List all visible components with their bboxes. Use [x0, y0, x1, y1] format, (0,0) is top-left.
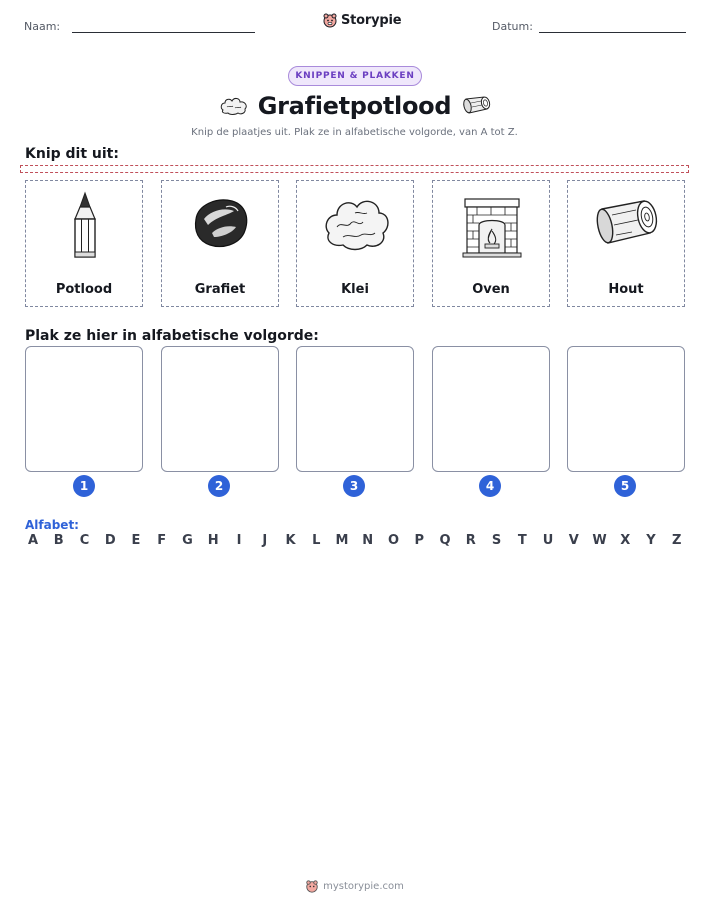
footer — [0, 879, 709, 893]
alphabet-letter: V — [568, 533, 579, 548]
cut-card-hout[interactable] — [567, 180, 685, 307]
alphabet-letter: A — [27, 533, 39, 548]
cut-card-grafiet[interactable] — [161, 180, 279, 307]
footer-url[interactable]: mystorypie.com — [323, 880, 404, 892]
alphabet-letter: L — [312, 533, 321, 548]
date-label: Datum: — [492, 20, 533, 33]
log-icon — [460, 95, 492, 117]
alphabet-letter: C — [79, 533, 90, 548]
alphabet-letter: K — [285, 533, 296, 548]
paste-slot-3[interactable] — [296, 346, 414, 472]
cut-section-title: Knip dit uit: — [25, 146, 119, 162]
alphabet-letter: T — [517, 533, 527, 548]
brand-logo — [322, 12, 401, 28]
alphabet-letter: M — [335, 533, 349, 548]
paste-slot-5[interactable] — [567, 346, 685, 472]
alphabet-letter: J — [262, 533, 268, 548]
alphabet-letter: U — [542, 533, 554, 548]
alphabet-letter: F — [157, 533, 167, 548]
alphabet-letter: B — [53, 533, 64, 548]
alphabet-letter: N — [362, 533, 374, 548]
page-title: Grafietpotlood — [257, 92, 452, 120]
alphabet-title: Alfabet: — [25, 518, 79, 532]
alphabet-letter: Y — [646, 533, 656, 548]
oven-icon — [457, 189, 527, 265]
storypie-mascot-icon — [322, 12, 338, 28]
name-label: Naam: — [24, 20, 61, 33]
alphabet-letter: R — [465, 533, 476, 548]
card-label: Hout — [608, 282, 644, 297]
cut-card-potlood[interactable] — [25, 180, 143, 307]
paste-slot-1[interactable] — [25, 346, 143, 472]
alphabet-letter: P — [414, 533, 425, 548]
alphabet-letter: Q — [439, 533, 451, 548]
card-label: Oven — [472, 282, 510, 297]
instructions: Knip de plaatjes uit. Plak ze in alfabetische volgorde, van A tot Z. — [191, 127, 518, 138]
alphabet-letter: I — [236, 533, 242, 548]
alphabet-letter: W — [592, 533, 607, 548]
slot-number-2: 2 — [208, 475, 230, 497]
card-label: Potlood — [55, 282, 113, 297]
clay-icon — [321, 189, 391, 265]
alphabet-letter: E — [131, 533, 141, 548]
alphabet-letter: O — [387, 533, 400, 548]
slot-number-1: 1 — [73, 475, 95, 497]
slot-number-5: 5 — [614, 475, 636, 497]
paste-slot-2[interactable] — [161, 346, 279, 472]
storypie-mascot-icon — [305, 879, 319, 893]
activity-badge: KNIPPEN & PLAKKEN — [288, 66, 422, 86]
alphabet-row — [25, 533, 685, 548]
card-label: Klei — [341, 282, 369, 297]
pencil-icon — [50, 189, 120, 265]
cut-card-klei[interactable] — [296, 180, 414, 307]
name-line[interactable] — [72, 32, 255, 33]
alphabet-letter: Z — [672, 533, 682, 548]
slot-number-3: 3 — [343, 475, 365, 497]
alphabet-letter: D — [104, 533, 116, 548]
alphabet-letter: G — [182, 533, 193, 548]
log-icon — [592, 189, 662, 265]
paste-section-title: Plak ze hier in alfabetische volgorde: — [25, 328, 319, 344]
graphite-icon — [186, 189, 256, 265]
cut-line — [20, 165, 689, 173]
alphabet-letter: X — [620, 533, 631, 548]
brand-name: Storypie — [341, 12, 402, 28]
paste-slot-4[interactable] — [432, 346, 550, 472]
card-label: Grafiet — [194, 282, 246, 297]
slot-number-4: 4 — [479, 475, 501, 497]
alphabet-letter: H — [207, 533, 219, 548]
alphabet-letter: S — [491, 533, 502, 548]
cut-card-oven[interactable] — [432, 180, 550, 307]
date-line[interactable] — [539, 32, 686, 33]
